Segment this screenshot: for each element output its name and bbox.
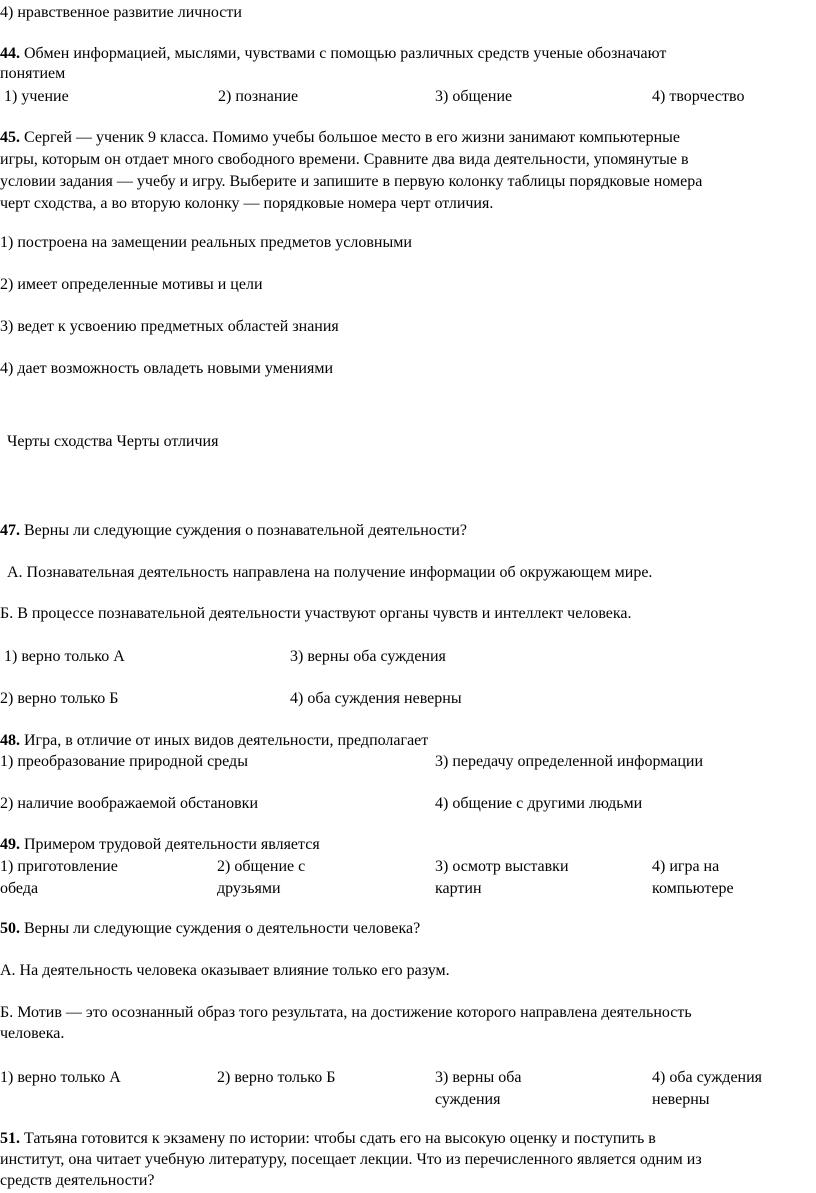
q44-option-3: 3) общение	[435, 88, 513, 105]
q45-item-4: 4) дает возможность овладеть новыми умениями	[0, 360, 334, 377]
q44-option-4: 4) творчество	[652, 88, 745, 105]
q45-number: 45.	[0, 129, 20, 146]
q50-statement-b-line-1: Б. Мотив — это осознанный образ того результата, на достижение которого направлена деятельность	[0, 1004, 692, 1021]
q49-option-2-line-1: 2) общение с	[217, 858, 306, 875]
q44-number: 44.	[0, 45, 20, 62]
q45-item-3: 3) ведет к усвоению предметных областей знания	[0, 318, 339, 335]
q50-option-3	[435, 1067, 521, 1111]
q45-item-1: 1) построена на замещении реальных предметов условными	[0, 234, 412, 251]
q45-table-header: Черты сходства Черты отличия	[7, 433, 219, 450]
q49-option-1	[0, 856, 118, 900]
q45-question-line-3: условии задания — учебу и игру. Выберите и запишите в первую колонку таблицы порядковые номера	[0, 173, 703, 190]
q49-option-4-line-2: компьютере	[652, 880, 734, 897]
q50-option-1-line-1: 1) верно только А	[0, 1069, 121, 1086]
q51-question-line-1	[0, 1128, 656, 1150]
q48-text: Игра, в отличие от иных видов деятельности, предполагает	[20, 732, 429, 749]
q48-question	[0, 730, 428, 752]
q48-option-2: 2) наличие воображаемой обстановки	[0, 795, 259, 812]
q48-number: 48.	[0, 732, 20, 749]
q50-option-4	[652, 1067, 762, 1111]
q45-question-line-4: черт сходства, а во вторую колонку — порядковые номера черт отличия.	[0, 195, 494, 212]
q50-statement-a: А. На деятельность человека оказывает влияние только его разум.	[0, 962, 450, 979]
q50-option-1	[0, 1067, 121, 1089]
q47-statement-b: Б. В процессе познавательной деятельности участвуют органы чувств и интеллект человека.	[0, 605, 632, 622]
prev-answer-option: 4) нравственное развитие личности	[0, 4, 242, 21]
q45-question-line-2: игры, которым он отдает много свободного времени. Сравните два вида деятельности, упомянутые в	[0, 151, 689, 168]
q47-option-3: 3) верны оба суждения	[290, 648, 446, 665]
q51-question-line-3: средств деятельности?	[0, 1172, 155, 1189]
q48-option-1: 1) преобразование природной среды	[0, 753, 248, 770]
q49-option-2-line-2: друзьями	[217, 880, 281, 897]
q44-text: Обмен информацией, мыслями, чувствами с помощью различных средств ученые обозначают	[20, 45, 667, 62]
q50-statement-b-line-2: человека.	[0, 1025, 65, 1042]
q49-option-1-line-2: обеда	[0, 880, 39, 897]
q51-question-line-2: институт, она читает учебную литературу, посещает лекции. Что из перечисленного является одним из	[0, 1151, 702, 1168]
q47-text: Верны ли следующие суждения о познавательной деятельности?	[20, 522, 467, 539]
q49-option-3-line-1: 3) осмотр выставки	[435, 858, 569, 875]
q44-option-2: 2) познание	[218, 88, 299, 105]
q49-option-4-line-1: 4) игра на	[652, 858, 720, 875]
q50-option-3-line-2: суждения	[435, 1091, 501, 1108]
q49-option-1-line-1: 1) приготовление	[0, 858, 118, 875]
q49-option-3	[435, 856, 569, 900]
q51-text: Татьяна готовится к экзамену по истории: чтобы сдать его на высокую оценку и поступить в	[20, 1130, 656, 1147]
q47-option-4: 4) оба суждения неверны	[290, 690, 462, 707]
q50-option-2-line-1: 2) верно только Б	[217, 1069, 336, 1086]
q47-question	[0, 520, 467, 542]
q50-option-4-line-2: неверны	[652, 1091, 710, 1108]
q45-text: Сергей — ученик 9 класса. Помимо учебы большое место в его жизни занимают компьютерные	[20, 129, 680, 146]
q50-option-4-line-1: 4) оба суждения	[652, 1069, 763, 1086]
q44-question-line-2: понятием	[0, 65, 66, 82]
q50-question	[0, 918, 420, 940]
q49-option-4	[652, 856, 734, 900]
q50-option-2	[217, 1067, 335, 1089]
q47-statement-a: А. Познавательная деятельность направлена на получение информации об окружающем мире.	[7, 564, 653, 581]
q49-number: 49.	[0, 836, 20, 853]
q49-question	[0, 834, 320, 856]
q45-question-line-1	[0, 127, 680, 149]
q44-question-line	[0, 43, 666, 65]
q47-option-2: 2) верно только Б	[0, 690, 119, 707]
q50-number: 50.	[0, 920, 20, 937]
q49-option-2	[217, 856, 305, 900]
q50-option-3-line-1: 3) верны оба	[435, 1069, 522, 1086]
q49-option-3-line-2: картин	[435, 880, 482, 897]
q49-text: Примером трудовой деятельности является	[20, 836, 320, 853]
q45-item-2: 2) имеет определенные мотивы и цели	[0, 276, 263, 293]
q51-number: 51.	[0, 1130, 20, 1147]
q48-option-4: 4) общение с другими людьми	[435, 795, 643, 812]
q47-number: 47.	[0, 522, 20, 539]
q48-option-3: 3) передачу определенной информации	[435, 753, 704, 770]
q44-option-1: 1) учение	[4, 88, 69, 105]
q47-option-1: 1) верно только А	[4, 648, 125, 665]
q50-text: Верны ли следующие суждения о деятельности человека?	[20, 920, 421, 937]
